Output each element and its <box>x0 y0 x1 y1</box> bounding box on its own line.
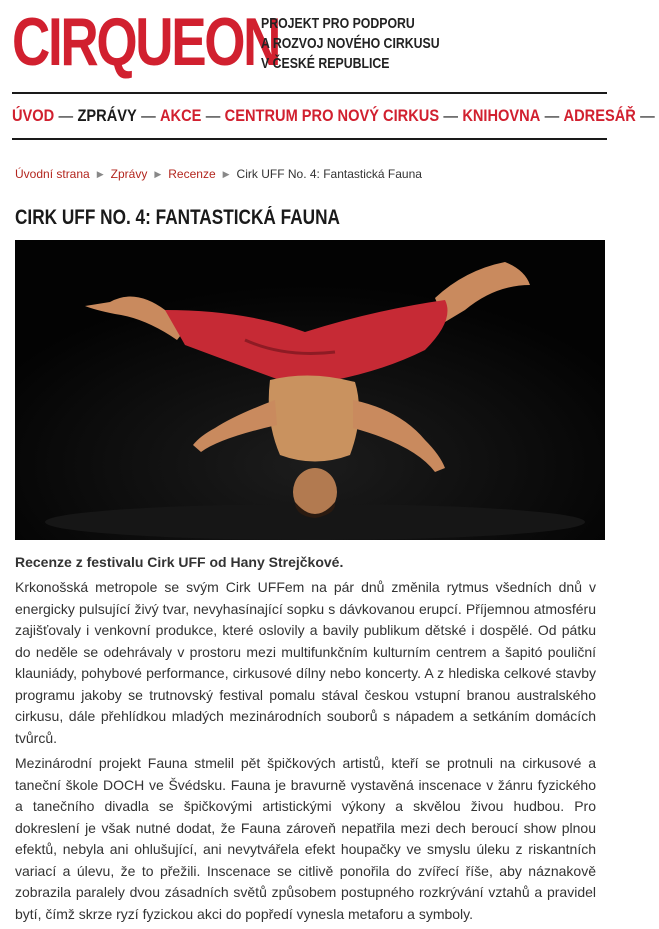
main-navigation <box>12 92 655 140</box>
nav-separator: — <box>443 106 459 125</box>
article-paragraph: Mezinárodní projekt Fauna stmelil pět špičkových artistů, kteří se protnuli na cirkusové a taneční škole DOCH ve Švédsku. Fauna je bravurně vystavěná inscenace v žánru fyzického a tanečního divadla se špičkovými artistickými výkony a skvělou živou hudbou. Pro dokreslení je však nutné dodat, že Fauna zároveň nepatřila mezi dech beroucí show plnou efektů, nebyla ani ohlušující, ani nevytvářela efekt houpačky ve smyslu úleku z riskantních variací a úlevu, že to přežili. Inscenace se citlivě ponořila do zvířecí říše, aby náznakově zobrazila paralely dvou zásadních světů způsobem postupného rozkrývání vztahů a pravidel bytí, čímž skrze ryzí fyzickou akci do popředí vynesla metaforu a symboly. <box>15 755 596 922</box>
article-photo <box>15 240 605 540</box>
nav-item-uvod[interactable]: ÚVOD <box>12 106 55 125</box>
site-logo[interactable]: CIRQUEON <box>12 4 280 80</box>
site-tagline <box>261 14 440 74</box>
triangle-right-icon: ▶ <box>154 168 162 179</box>
triangle-right-icon: ▶ <box>222 168 230 179</box>
nav-item-centrum[interactable]: CENTRUM PRO NOVÝ CIRKUS <box>224 106 440 125</box>
breadcrumb-current: Cirk UFF No. 4: Fantastická Fauna <box>236 167 422 181</box>
breadcrumb-news-link[interactable]: Zprávy <box>110 167 148 181</box>
breadcrumb-home-link[interactable]: Úvodní strana <box>15 167 90 181</box>
tagline-line-3: V ČESKÉ REPUBLICE <box>261 55 390 72</box>
site-header <box>12 6 612 84</box>
nav-item-akce[interactable]: AKCE <box>160 106 202 125</box>
breadcrumb-reviews-link[interactable]: Recenze <box>168 167 216 181</box>
breadcrumb <box>15 167 422 181</box>
triangle-right-icon: ▶ <box>96 168 104 179</box>
nav-separator: — <box>640 106 655 125</box>
acrobat-photo-illustration <box>15 240 605 540</box>
nav-bottom-rule <box>12 138 607 140</box>
nav-separator: — <box>205 106 221 125</box>
page-title: CIRK UFF NO. 4: FANTASTICKÁ FAUNA <box>15 206 340 229</box>
tagline-line-1: PROJEKT PRO PODPORU <box>261 15 415 32</box>
tagline-line-2: A ROZVOJ NOVÉHO CIRKUSU <box>261 35 440 52</box>
nav-item-knihovna[interactable]: KNIHOVNA <box>462 106 541 125</box>
nav-item-zpravy[interactable]: ZPRÁVY <box>77 106 137 125</box>
article-lead: Recenze z festivalu Cirk UFF od Hany Strejčkové. <box>15 554 344 570</box>
article-body <box>15 552 596 929</box>
article-paragraph: Krkonošská metropole se svým Cirk UFFem na pár dnů změnila rytmus všedních dnů v energicky pulsující živý tvar, nevyhasínající sopku s dávkovanou erupcí. Příjemnou atmosféru zajišťovaly i venkovní produkce, které oslovily a bavily publikum dětské i dospělé. Od pátku do neděle se odehrávaly v prostoru mezi multifunkčním kulturním centrem a šapitó pouliční klauniády, pohybové performance, cirkusové dílny nebo koncerty. A z hlediska celkové stavby programu jakoby se trutnovský festival pomalu stával českou vstupní branou australského cirkusu, dále přehlídkou mladých mezinárodních souborů s nápadem a setkáním domácích tvůrců. <box>15 579 596 746</box>
nav-separator: — <box>58 106 74 125</box>
nav-item-adresar[interactable]: ADRESÁŘ <box>563 106 636 125</box>
nav-separator: — <box>544 106 560 125</box>
nav-separator: — <box>141 106 156 125</box>
